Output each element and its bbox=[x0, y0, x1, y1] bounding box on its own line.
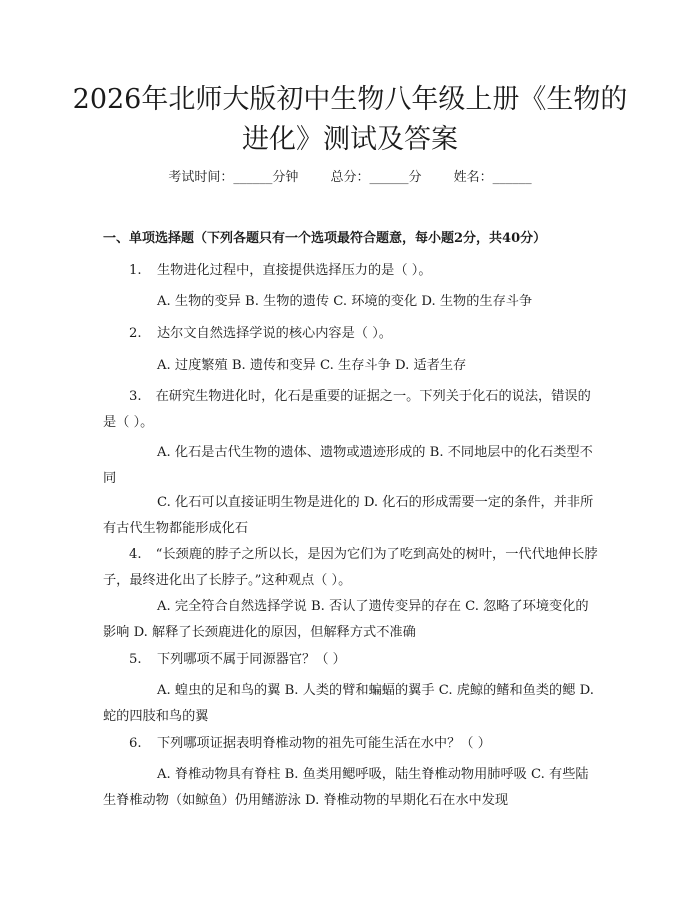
exam-name: 姓名：______ bbox=[453, 170, 532, 185]
question-3: 3. 在研究生物进化时，化石是重要的证据之一。下列关于化石的说法，错误的是（ ）。 bbox=[103, 389, 591, 430]
question-6: 6. 下列哪项证据表明脊椎动物的祖先可能生活在水中？（ ） bbox=[129, 736, 491, 751]
question-text: 下列哪项证据表明脊椎动物的祖先可能生活在水中？（ ） bbox=[157, 736, 491, 751]
question-4: 4. “长颈鹿的脖子之所以长，是因为它们为了吃到高处的树叶，一代代地伸长脖子，最终进化出了长脖子。”这种观点（ ）。 bbox=[103, 547, 598, 588]
question-text: 生物进化过程中，直接提供选择压力的是（ ）。 bbox=[157, 263, 432, 278]
section-heading: 一、单项选择题（下列各题只有一个选项最符合题意，每小题2分，共40分） bbox=[103, 231, 547, 246]
question-5-options: A. 蝗虫的足和鸟的翼 B. 人类的臂和蝙蝠的翼手 C. 虎鲸的鳍和鱼类的鳃 D. 蛇的四肢和鸟的翼 bbox=[103, 683, 594, 724]
question-1-options: A. 生物的变异 B. 生物的遗传 C. 环境的变化 D. 生物的生存斗争 bbox=[157, 294, 533, 309]
exam-score: 总分：______分 bbox=[330, 170, 422, 185]
exam-info bbox=[0, 168, 700, 188]
question-5: 5. 下列哪项不属于同源器官？（ ） bbox=[129, 652, 346, 667]
question-2: 2. 达尔文自然选择学说的核心内容是（ ）。 bbox=[129, 326, 392, 341]
question-text: “长颈鹿的脖子之所以长，是因为它们为了吃到高处的树叶，一代代地伸长脖子，最终进化出了长脖子。”这种观点（ ）。 bbox=[103, 547, 598, 588]
question-3-options-c-d: C. 化石可以直接证明生物是进化的 D. 化石的形成需要一定的条件，并非所有古代生物都能形成化石 bbox=[103, 495, 594, 536]
question-text: 下列哪项不属于同源器官？（ ） bbox=[157, 652, 346, 667]
exam-time: 考试时间：______分钟 bbox=[168, 170, 299, 185]
question-3-options-a-b: A. 化石是古代生物的遗体、遗物或遗迹形成的 B. 不同地层中的化石类型不同 bbox=[103, 445, 593, 486]
question-text: 在研究生物进化时，化石是重要的证据之一。下列关于化石的说法，错误的是（ ）。 bbox=[103, 389, 591, 430]
question-6-options: A. 脊椎动物具有脊柱 B. 鱼类用鳃呼吸，陆生脊椎动物用肺呼吸 C. 有些陆生脊椎动物（如鲸鱼）仍用鳍游泳 D. 脊椎动物的早期化石在水中发现 bbox=[103, 767, 589, 808]
question-2-options: A. 过度繁殖 B. 遗传和变异 C. 生存斗争 D. 适者生存 bbox=[157, 358, 467, 373]
page-title: 2026年北师大版初中生物八年级上册《生物的进化》测试及答案 bbox=[72, 84, 628, 155]
question-4-options: A. 完全符合自然选择学说 B. 否认了遗传变异的存在 C. 忽略了环境变化的影响 D. 解释了长颈鹿进化的原因，但解释方式不准确 bbox=[103, 599, 589, 640]
question-text: 达尔文自然选择学说的核心内容是（ ）。 bbox=[157, 326, 392, 341]
question-1: 1. 生物进化过程中，直接提供选择压力的是（ ）。 bbox=[129, 263, 432, 278]
